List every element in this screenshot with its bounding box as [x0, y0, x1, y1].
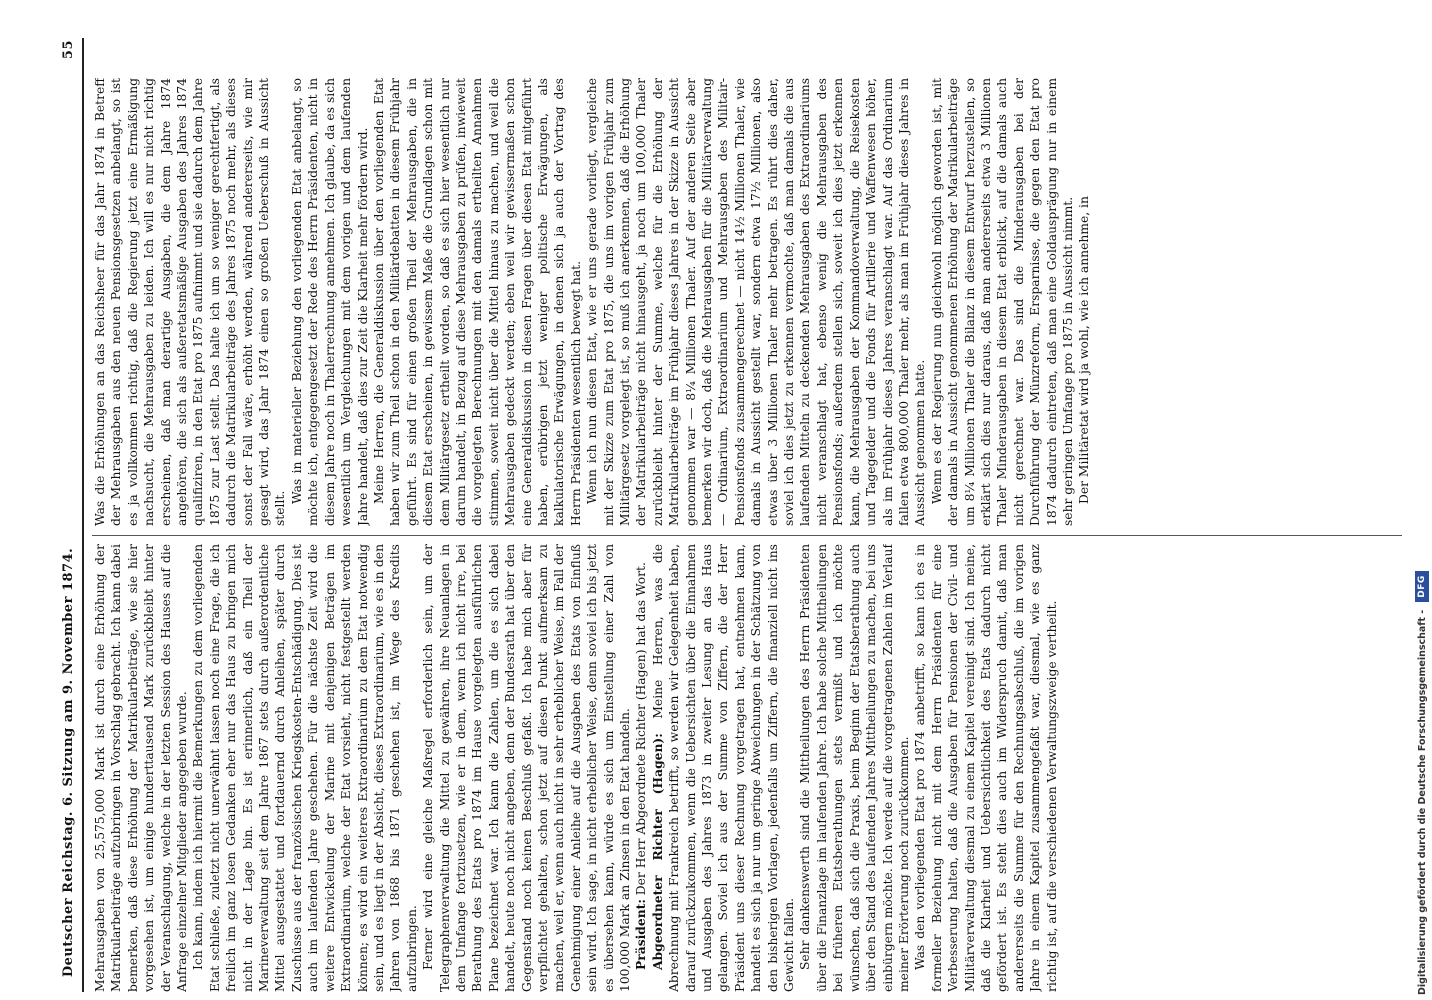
- speaker-name: Abgeordneter Richter (Hagen):: [649, 733, 665, 970]
- paragraph-text: Mehrausgaben von 25,575,000 Mark ist durch eine Erhöhung der Matrikularbeiträge aufzubringen in Vorschlag gebracht. Ich kann dabei bemerken, daß diese Erhöhung der Matrikularbeiträge, wie sie hier vorgesehen ist, um einige hunderttausend Mark zurückbleibt hinter der Veranschlagung, welche in der letzten Session des Hauses auf die Anfrage einzelner Mitglieder angegeben wurde.: [93, 544, 190, 992]
- left-paragraph: [650, 544, 798, 992]
- paragraph-text: Was die Erhöhungen an das Reichsheer für das Jahr 1874 in Betreff der Mehrausgaben aus den neuen Pensionsgesetzen anbelangt, so ist es ja vollkommen richtig, daß die Regierung jetzt eine Ermäßigung nachsucht, die Mehrausgaben zu leiden. Ich will es nur nicht richtig erscheinen, daß man derartige Ausgaben, die dem Jahre 1874 angehören, die sich als außeretatsmäßige Ausgaben des Jahres 1874 qualifiziren, in den Etat pro 1875 aufnimmt und sie dadurch dem Jahre 1875 zur Last stellt. Das halte ich um so weniger gerechtfertigt, als dadurch die Matrikularbeiträge des Jahres 1875 noch mehr, als dieses sonst der Fall wäre, erhöht werden, während andererseits, wie mir gesagt wird, das Jahr 1874 einen so großen Ueberschuß in Aussicht stellt.: [93, 78, 288, 526]
- paragraph-text: Sehr dankenswerth sind die Mittheilungen des Herrn Präsidenten über die Finanzlage im laufenden Jahre. Ich habe solche Mittheilungen bei früheren Etatsberathungen stets vermißt und ich möchte wünschen, daß sich die Praxis, beim Beginn der Etatsberathung auch über den Stand des laufenden Jahres Mittheilungen zu machen, bei uns einbürgern möchte. Ich werde auf die vorgetragenen Zahlen im Verlauf meiner Erörterung noch zurückkommen.: [798, 544, 911, 992]
- dfg-logo: DFG: [1415, 571, 1429, 602]
- left-paragraph: [420, 544, 633, 992]
- page-header: [58, 40, 78, 990]
- right-column: [92, 78, 1412, 526]
- right-paragraph: [929, 78, 1077, 526]
- paragraph-text: Was den vorliegenden Etat pro 1874 anbetrifft, so kann ich es in formeller Beziehung nicht mit dem Herrn Präsidenten für eine Verbesserung halten, daß die Ausgaben für Pensionen der Civil- und Militärverwaltung diesmal zu einem Kapitel vereinigt sind. Ich meine, daß die Klarheit und Uebersichtlichkeit des Etats dadurch nicht gefördert ist. Es steht dies auch im Widerspruch damit, daß man andererseits die Summe für den Rechnungsabschluß, die im vorigen Jahre in einem Kapitel zusammengefaßt war, diesmal, wie es ganz richtig ist, auf die verschiedenen Verwaltungszweige vertheilt.: [913, 544, 1059, 992]
- left-column: [92, 544, 1412, 992]
- left-paragraph: [912, 544, 1060, 992]
- speaker-name: Präsident:: [633, 899, 649, 970]
- page-number: 55: [60, 40, 76, 60]
- paragraph-text: Ich kann, indem ich hiermit die Bemerkungen zu dem vorliegenden Etat schließe, zuletzt nicht unerwähnt lassen noch eine Frage, die ich freilich im ganz losen Gedanken eher nur das Haus zu bringen mich nicht in der Lage bin. Es ist erinnerlich, daß ein Theil der Marineverwaltung seit dem Jahre 1867 stets durch außerordentliche Mittel ausgestattet und fortdauernd durch Anleihen, später durch Zuschüsse aus der französischen Kriegskosten-Entschädigung. Dies ist auch im laufenden Jahre geschehen. Für die nächste Zeit wird die weitere Entwickelung der Marine mit denjenigen Beträgen im Extraordinarium, welche der Etat vorsieht, nicht festgestellt werden können; es wird ein weiteres Extraordinarium zu dem Etat notwendig sein, und es liegt in der Absicht, dieses Extraordinarium, wie es in den Jahren von 1868 bis 1871 geschehen ist, im Wege des Kredits aufzubringen.: [191, 544, 419, 992]
- paragraph-text: Wenn es der Regierung nun gleichwohl möglich geworden ist, mit der damals in Aussicht genommenen Erhöhung der Matrikularbeiträge um 8¼ Millionen Thaler die Bilanz in diesem Entwurf herzustellen, so erklärt sich dies nur daraus, daß man andererseits etwa 3 Millionen Thaler Minderausgaben in diesem Etat erblickt, auf die damals auch nicht gerechnet war. Das sind die Minderausgaben bei der Durchführung der Münzreform, Ersparnisse, die gegen den Etat pro 1874 dadurch eintreten, daß man eine Goldausprägung nur in einem sehr geringen Umfange pro 1875 in Aussicht nimmt.: [929, 78, 1075, 526]
- right-paragraph: [584, 78, 929, 526]
- right-paragraph: [371, 78, 584, 526]
- right-paragraph: [92, 78, 289, 526]
- paragraph-text: Ferner wird eine gleiche Maßregel erforderlich sein, um der Telegraphenverwaltung die Mittel zu gewähren, ihre Neuanlagen in dem Umfange fortzusetzen, wie er in dem, wenn ich nicht irre, bei Berathung des Etats pro 1874 im Hause vorgelegten ausführlichen Plane bezeichnet war. Ich kann die Zahlen, um die es sich dabei handelt, heute noch nicht angeben, denn der Bundesrath hat über den Gegenstand noch keinen Beschluß gefaßt. Ich habe mich aber für verpflichtet gehalten, schon jetzt auf diesen Punkt aufmerksam zu machen, weil er, wenn auch nicht in sehr erheblicher Weise, im Fall der Genehmigung einer Anleihe auf die Ausgaben des Etats von Einfluß sein wird. Ich sage, in nicht erheblicher Weise, denn soviel ich bis jetzt es übersehen kann, würde es sich um Einstellung einer Zahl von 100,000 Mark an Zinsen in den Etat handeln.: [421, 544, 632, 992]
- column-divider: [92, 535, 1402, 536]
- paragraph-text: Meine Herren, was die Abrechnung mit Frankreich betrifft, so werden wir Gelegenheit haben, darauf zurückzukommen, wenn die Uebersichten über die Einnahmen und Ausgaben des Jahres 1873 in zweiter Lesung an das Haus gelangen. Soviel ich aus der Summe von Ziffern, die der Herr Präsident uns dieser Rechnung vorgetragen hat, entnehmen kann, handelt es sich ja nur um geringe Abweichungen in der Schätzung von den bisherigen Vorlagen, jedenfalls um Ziffern, die finanziell nicht ins Gewicht fallen.: [650, 544, 797, 992]
- paragraph-text: Wenn ich nun diesen Etat, wie er uns gerade vorliegt, vergleiche mit der Skizze zum Etat pro 1875, die uns im vorigen Frühjahr zum Militärgesetz vorgelegt ist, so muß ich anerkennen, daß die Erhöhung der Matrikularbeiträge nicht hinausgeht, ja noch um 100,000 Thaler zurückbleibt hinter der Summe, welche für die Erhöhung der Matrikularbeiträge im Frühjahr dieses Jahres in der Skizze in Aussicht genommen war — 8¼ Millionen Thaler. Auf der anderen Seite aber bemerken wir doch, daß die Mehrausgaben für die Militärverwaltung — Ordinarium, Extraordinarium und Mehrausgaben des Militair-Pensionsfonds zusammengerechnet — nicht 14½ Millionen Thaler, wie damals in Aussicht gestellt war, sondern etwa 17½ Millionen, also etwas über 3 Millionen Thaler mehr betragen. Es rührt dies daher, soviel ich dies jetzt zu erkennen vermochte, daß man damals die aus laufenden Mitteln zu deckenden Mehrausgaben des Extraordinariums nicht veranschlagt hat, ebenso wenig die Mehrausgaben des Pensionsfonds; außerdem stellen sich, soweit ich dies jetzt erkennen kann, die Mehrausgaben der Kommandoverwaltung, die Reisekosten und Tagegelder und die Fonds für Artillerie und Waffenwesen höher, als im Frühjahr dieses Jahres veranschlagt war. Auf das Ordinarium fallen etwa 800,000 Thaler mehr, als man im Frühjahr dieses Jahres in Aussicht genommen hatte.: [585, 78, 928, 526]
- left-paragraph: [633, 544, 649, 992]
- credit-text: Digitalisierung gefördert durch die Deutsche Forschungsgemeinschaft -: [1416, 609, 1428, 995]
- paragraph-text: Der Herr Abgeordnete Richter (Hagen) hat das Wort.: [634, 562, 649, 896]
- left-paragraph: [92, 544, 190, 992]
- left-paragraph: [190, 544, 420, 992]
- right-paragraph: [289, 78, 371, 526]
- paragraph-text: Meine Herren, die Generaldiskussion über den vorliegenden Etat haben wir zum Theil schon in den Militärdebatten in diesem Frühjahr geführt. Es sind für einen großen Theil der Mehrausgaben, die in diesem Etat erscheinen, in gewissem Maße die Grundlagen schon mit dem Militärgesetz ertheilt worden, so daß es sich hier wesentlich nur darum handelt, in Bezug auf diese Mehrausgaben zu prüfen, inwieweit die vorgelegten Berechnungen mit den damals ertheilten Annahmen stimmen, soweit nicht über die Mittel hinaus zu machen, und weil die Mehrausgaben gedeckt werden; eben weil wir gewissermaßen schon eine Generaldiskussion in diesen Fragen über diesen Etat mitgeführt haben, erübrigen jetzt weniger politische Erwägungen, als kalkulatorische Erwägungen, in denen sich ja auch der Vortrag des Herrn Präsidenten wesentlich bewegt hat.: [371, 78, 583, 526]
- header-title: Deutscher Reichstag. 6. Sitzung am 9. November 1874.: [60, 547, 76, 978]
- paragraph-text: Was in materieller Beziehung den vorliegenden Etat anbelangt, so möchte ich, entgegengesetzt der Rede des Herrn Präsidenten, nicht in diesem Jahre noch in Thalerrechnung annehmen. Ich glaube, da es sich wesentlich um Vergleichungen mit dem vorigen und dem laufenden Jahre handelt, daß dies zur Zeit die Klarheit mehr fördern wird.: [289, 78, 370, 526]
- left-paragraph: [797, 544, 912, 992]
- right-paragraph: [1076, 78, 1092, 526]
- header-rule: [82, 38, 84, 992]
- paragraph-text: Der Militäretat wird ja wohl, wie ich annehme, in: [1077, 196, 1092, 504]
